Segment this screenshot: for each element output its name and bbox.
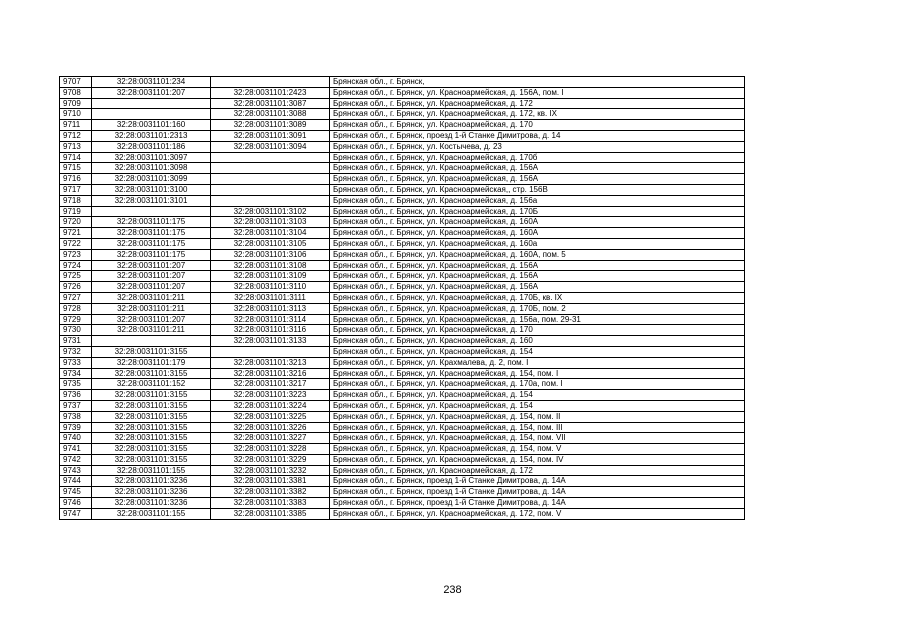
cadastral-number-cell <box>92 109 211 120</box>
object-cadastral-number-cell: 32:28:0031101:3088 <box>211 109 330 120</box>
address-cell: Брянская обл., г. Брянск, ул. Красноармейская, д. 156А <box>330 163 745 174</box>
table-row <box>60 336 745 347</box>
address-cell: Брянская обл., г. Брянск, ул. Красноармейская, д. 154, пом. III <box>330 422 745 433</box>
address-cell: Брянская обл., г. Брянск, проезд 1-й Станке Димитрова, д. 14 <box>330 130 745 141</box>
object-cadastral-number-cell: 32:28:0031101:3091 <box>211 130 330 141</box>
table-row <box>60 390 745 401</box>
row-number-cell: 9733 <box>60 357 92 368</box>
table-row <box>60 508 745 519</box>
address-cell: Брянская обл., г. Брянск, проезд 1-й Станке Димитрова, д. 14А <box>330 487 745 498</box>
table-row <box>60 87 745 98</box>
object-cadastral-number-cell: 32:28:0031101:3089 <box>211 120 330 131</box>
table-row <box>60 346 745 357</box>
object-cadastral-number-cell: 32:28:0031101:3108 <box>211 260 330 271</box>
row-number-cell: 9723 <box>60 249 92 260</box>
cadastral-number-cell: 32:28:0031101:211 <box>92 292 211 303</box>
address-cell: Брянская обл., г. Брянск, ул. Красноармейская, д. 160 <box>330 336 745 347</box>
cadastral-number-cell: 32:28:0031101:3236 <box>92 476 211 487</box>
object-cadastral-number-cell <box>211 163 330 174</box>
table-row <box>60 228 745 239</box>
row-number-cell: 9715 <box>60 163 92 174</box>
address-cell: Брянская обл., г. Брянск, ул. Красноармейская, д. 154, пом. IV <box>330 454 745 465</box>
address-cell: Брянская обл., г. Брянск, ул. Красноармейская, д. 172 <box>330 465 745 476</box>
object-cadastral-number-cell: 32:28:0031101:3227 <box>211 433 330 444</box>
table-row <box>60 433 745 444</box>
cadastral-number-cell: 32:28:0031101:3098 <box>92 163 211 174</box>
address-cell: Брянская обл., г. Брянск, ул. Красноармейская, д. 156А <box>330 260 745 271</box>
object-cadastral-number-cell: 32:28:0031101:3087 <box>211 98 330 109</box>
cadastral-number-cell: 32:28:0031101:207 <box>92 260 211 271</box>
object-cadastral-number-cell: 32:28:0031101:3094 <box>211 141 330 152</box>
object-cadastral-number-cell: 32:28:0031101:3104 <box>211 228 330 239</box>
cadastral-number-cell <box>92 336 211 347</box>
object-cadastral-number-cell <box>211 174 330 185</box>
cadastral-number-cell: 32:28:0031101:207 <box>92 282 211 293</box>
address-cell: Брянская обл., г. Брянск, ул. Красноармейская, д. 156а <box>330 195 745 206</box>
page-number: 238 <box>443 584 462 596</box>
address-cell: Брянская обл., г. Брянск, ул. Красноармейская, д. 156А <box>330 174 745 185</box>
cadastral-number-cell: 32:28:0031101:3155 <box>92 444 211 455</box>
object-cadastral-number-cell: 32:28:0031101:3381 <box>211 476 330 487</box>
cadastral-number-cell: 32:28:0031101:3155 <box>92 411 211 422</box>
object-cadastral-number-cell: 32:28:0031101:2423 <box>211 87 330 98</box>
address-cell: Брянская обл., г. Брянск, ул. Красноармейская, д. 170 <box>330 325 745 336</box>
object-cadastral-number-cell: 32:28:0031101:3223 <box>211 390 330 401</box>
address-cell: Брянская обл., г. Брянск, ул. Красноармейская, д. 170Б <box>330 206 745 217</box>
table-row <box>60 303 745 314</box>
cadastral-number-cell: 32:28:0031101:3155 <box>92 454 211 465</box>
address-cell: Брянская обл., г. Брянск, ул. Красноармейская, д. 154 <box>330 346 745 357</box>
row-number-cell: 9742 <box>60 454 92 465</box>
address-cell: Брянская обл., г. Брянск, ул. Красноармейская, д. 172 <box>330 98 745 109</box>
row-number-cell: 9727 <box>60 292 92 303</box>
table-row <box>60 444 745 455</box>
cadastral-number-cell: 32:28:0031101:3101 <box>92 195 211 206</box>
object-cadastral-number-cell: 32:28:0031101:3216 <box>211 368 330 379</box>
cadastral-number-cell: 32:28:0031101:160 <box>92 120 211 131</box>
address-cell: Брянская обл., г. Брянск, ул. Красноармейская, д. 172, кв. IX <box>330 109 745 120</box>
address-cell: Брянская обл., г. Брянск, ул. Красноармейская, д. 170Б, пом. 2 <box>330 303 745 314</box>
table-row <box>60 77 745 88</box>
object-cadastral-number-cell: 32:28:0031101:3383 <box>211 498 330 509</box>
table-row <box>60 163 745 174</box>
registry-table-body <box>60 77 745 520</box>
row-number-cell: 9710 <box>60 109 92 120</box>
address-cell: Брянская обл., г. Брянск, ул. Крахмалева, д. 2, пом. I <box>330 357 745 368</box>
table-row <box>60 260 745 271</box>
row-number-cell: 9745 <box>60 487 92 498</box>
table-row <box>60 271 745 282</box>
table-row <box>60 109 745 120</box>
row-number-cell: 9725 <box>60 271 92 282</box>
row-number-cell: 9743 <box>60 465 92 476</box>
row-number-cell: 9739 <box>60 422 92 433</box>
table-row <box>60 130 745 141</box>
table-row <box>60 238 745 249</box>
cadastral-number-cell: 32:28:0031101:3099 <box>92 174 211 185</box>
object-cadastral-number-cell: 32:28:0031101:3226 <box>211 422 330 433</box>
table-row <box>60 498 745 509</box>
address-cell: Брянская обл., г. Брянск, ул. Красноармейская, д. 154, пом. I <box>330 368 745 379</box>
table-row <box>60 217 745 228</box>
object-cadastral-number-cell: 32:28:0031101:3385 <box>211 508 330 519</box>
row-number-cell: 9720 <box>60 217 92 228</box>
table-row <box>60 282 745 293</box>
object-cadastral-number-cell: 32:28:0031101:3113 <box>211 303 330 314</box>
row-number-cell: 9713 <box>60 141 92 152</box>
row-number-cell: 9728 <box>60 303 92 314</box>
row-number-cell: 9721 <box>60 228 92 239</box>
row-number-cell: 9734 <box>60 368 92 379</box>
address-cell: Брянская обл., г. Брянск, ул. Костычева, д. 23 <box>330 141 745 152</box>
address-cell: Брянская обл., г. Брянск, ул. Красноармейская,, стр. 156В <box>330 184 745 195</box>
address-cell: Брянская обл., г. Брянск, ул. Красноармейская, д. 160А, пом. 5 <box>330 249 745 260</box>
object-cadastral-number-cell: 32:28:0031101:3114 <box>211 314 330 325</box>
row-number-cell: 9722 <box>60 238 92 249</box>
row-number-cell: 9730 <box>60 325 92 336</box>
table-row <box>60 120 745 131</box>
address-cell: Брянская обл., г. Брянск, проезд 1-й Станке Димитрова, д. 14А <box>330 476 745 487</box>
address-cell: Брянская обл., г. Брянск, ул. Красноармейская, д. 154, пом. VII <box>330 433 745 444</box>
address-cell: Брянская обл., г. Брянск, ул. Красноармейская, д. 156А <box>330 271 745 282</box>
row-number-cell: 9746 <box>60 498 92 509</box>
address-cell: Брянская обл., г. Брянск, ул. Красноармейская, д. 154 <box>330 390 745 401</box>
cadastral-number-cell <box>92 206 211 217</box>
address-cell: Брянская обл., г. Брянск, ул. Красноармейская, д. 170а, пом. I <box>330 379 745 390</box>
table-row <box>60 195 745 206</box>
table-row <box>60 152 745 163</box>
address-cell: Брянская обл., г. Брянск, ул. Красноармейская, д. 160А <box>330 217 745 228</box>
cadastral-number-cell: 32:28:0031101:175 <box>92 228 211 239</box>
row-number-cell: 9735 <box>60 379 92 390</box>
object-cadastral-number-cell: 32:28:0031101:3105 <box>211 238 330 249</box>
row-number-cell: 9731 <box>60 336 92 347</box>
cadastral-number-cell: 32:28:0031101:207 <box>92 271 211 282</box>
object-cadastral-number-cell: 32:28:0031101:3217 <box>211 379 330 390</box>
object-cadastral-number-cell: 32:28:0031101:3109 <box>211 271 330 282</box>
table-row <box>60 422 745 433</box>
registry-table-container <box>59 76 745 520</box>
cadastral-number-cell: 32:28:0031101:234 <box>92 77 211 88</box>
table-row <box>60 292 745 303</box>
table-row <box>60 325 745 336</box>
table-row <box>60 174 745 185</box>
table-row <box>60 314 745 325</box>
row-number-cell: 9726 <box>60 282 92 293</box>
row-number-cell: 9708 <box>60 87 92 98</box>
table-row <box>60 184 745 195</box>
object-cadastral-number-cell: 32:28:0031101:3102 <box>211 206 330 217</box>
object-cadastral-number-cell: 32:28:0031101:3213 <box>211 357 330 368</box>
row-number-cell: 9714 <box>60 152 92 163</box>
row-number-cell: 9719 <box>60 206 92 217</box>
address-cell: Брянская обл., г. Брянск, ул. Красноармейская, д. 170б <box>330 152 745 163</box>
object-cadastral-number-cell: 32:28:0031101:3116 <box>211 325 330 336</box>
address-cell: Брянская обл., г. Брянск, проезд 1-й Станке Димитрова, д. 14А <box>330 498 745 509</box>
cadastral-number-cell: 32:28:0031101:186 <box>92 141 211 152</box>
row-number-cell: 9738 <box>60 411 92 422</box>
table-row <box>60 476 745 487</box>
object-cadastral-number-cell <box>211 77 330 88</box>
object-cadastral-number-cell <box>211 195 330 206</box>
row-number-cell: 9718 <box>60 195 92 206</box>
cadastral-number-cell: 32:28:0031101:211 <box>92 325 211 336</box>
row-number-cell: 9744 <box>60 476 92 487</box>
table-row <box>60 249 745 260</box>
address-cell: Брянская обл., г. Брянск, ул. Красноармейская, д. 156А, пом. I <box>330 87 745 98</box>
row-number-cell: 9717 <box>60 184 92 195</box>
object-cadastral-number-cell: 32:28:0031101:3229 <box>211 454 330 465</box>
address-cell: Брянская обл., г. Брянск, ул. Красноармейская, д. 156а, пом. 29-31 <box>330 314 745 325</box>
address-cell: Брянская обл., г. Брянск, ул. Красноармейская, д. 154, пом. V <box>330 444 745 455</box>
address-cell: Брянская обл., г. Брянск, ул. Красноармейская, д. 156А <box>330 282 745 293</box>
cadastral-number-cell: 32:28:0031101:3155 <box>92 368 211 379</box>
object-cadastral-number-cell: 32:28:0031101:3225 <box>211 411 330 422</box>
object-cadastral-number-cell <box>211 346 330 357</box>
object-cadastral-number-cell: 32:28:0031101:3133 <box>211 336 330 347</box>
row-number-cell: 9707 <box>60 77 92 88</box>
object-cadastral-number-cell: 32:28:0031101:3111 <box>211 292 330 303</box>
row-number-cell: 9741 <box>60 444 92 455</box>
cadastral-number-cell: 32:28:0031101:211 <box>92 303 211 314</box>
cadastral-number-cell: 32:28:0031101:175 <box>92 238 211 249</box>
cadastral-number-cell: 32:28:0031101:175 <box>92 217 211 228</box>
cadastral-number-cell: 32:28:0031101:3155 <box>92 390 211 401</box>
cadastral-number-cell: 32:28:0031101:155 <box>92 508 211 519</box>
table-row <box>60 454 745 465</box>
address-cell: Брянская обл., г. Брянск, ул. Красноармейская, д. 170Б, кв. IX <box>330 292 745 303</box>
address-cell: Брянская обл., г. Брянск, ул. Красноармейская, д. 170 <box>330 120 745 131</box>
object-cadastral-number-cell: 32:28:0031101:3382 <box>211 487 330 498</box>
cadastral-number-cell: 32:28:0031101:3155 <box>92 433 211 444</box>
object-cadastral-number-cell: 32:28:0031101:3224 <box>211 400 330 411</box>
object-cadastral-number-cell: 32:28:0031101:3103 <box>211 217 330 228</box>
address-cell: Брянская обл., г. Брянск, ул. Красноармейская, д. 160А <box>330 228 745 239</box>
row-number-cell: 9709 <box>60 98 92 109</box>
table-row <box>60 98 745 109</box>
row-number-cell: 9729 <box>60 314 92 325</box>
row-number-cell: 9732 <box>60 346 92 357</box>
address-cell: Брянская обл., г. Брянск, ул. Красноармейская, д. 154, пом. II <box>330 411 745 422</box>
cadastral-number-cell: 32:28:0031101:207 <box>92 87 211 98</box>
address-cell: Брянская обл., г. Брянск, ул. Красноармейская, д. 154 <box>330 400 745 411</box>
object-cadastral-number-cell <box>211 152 330 163</box>
address-cell: Брянская обл., г. Брянск, <box>330 77 745 88</box>
table-row <box>60 368 745 379</box>
object-cadastral-number-cell: 32:28:0031101:3110 <box>211 282 330 293</box>
cadastral-number-cell: 32:28:0031101:179 <box>92 357 211 368</box>
table-row <box>60 400 745 411</box>
cadastral-number-cell: 32:28:0031101:155 <box>92 465 211 476</box>
table-row <box>60 206 745 217</box>
row-number-cell: 9737 <box>60 400 92 411</box>
registry-table <box>59 76 745 520</box>
object-cadastral-number-cell: 32:28:0031101:3228 <box>211 444 330 455</box>
row-number-cell: 9736 <box>60 390 92 401</box>
cadastral-number-cell: 32:28:0031101:2313 <box>92 130 211 141</box>
cadastral-number-cell: 32:28:0031101:3155 <box>92 346 211 357</box>
object-cadastral-number-cell: 32:28:0031101:3106 <box>211 249 330 260</box>
cadastral-number-cell <box>92 98 211 109</box>
table-row <box>60 465 745 476</box>
table-row <box>60 357 745 368</box>
object-cadastral-number-cell: 32:28:0031101:3232 <box>211 465 330 476</box>
cadastral-number-cell: 32:28:0031101:207 <box>92 314 211 325</box>
row-number-cell: 9747 <box>60 508 92 519</box>
address-cell: Брянская обл., г. Брянск, ул. Красноармейская, д. 172, пом. V <box>330 508 745 519</box>
cadastral-number-cell: 32:28:0031101:3097 <box>92 152 211 163</box>
row-number-cell: 9712 <box>60 130 92 141</box>
table-row <box>60 379 745 390</box>
table-row <box>60 411 745 422</box>
cadastral-number-cell: 32:28:0031101:3155 <box>92 422 211 433</box>
row-number-cell: 9711 <box>60 120 92 131</box>
row-number-cell: 9716 <box>60 174 92 185</box>
cadastral-number-cell: 32:28:0031101:3236 <box>92 498 211 509</box>
table-row <box>60 141 745 152</box>
cadastral-number-cell: 32:28:0031101:175 <box>92 249 211 260</box>
cadastral-number-cell: 32:28:0031101:152 <box>92 379 211 390</box>
row-number-cell: 9724 <box>60 260 92 271</box>
address-cell: Брянская обл., г. Брянск, ул. Красноармейская, д. 160а <box>330 238 745 249</box>
row-number-cell: 9740 <box>60 433 92 444</box>
table-row <box>60 487 745 498</box>
cadastral-number-cell: 32:28:0031101:3236 <box>92 487 211 498</box>
object-cadastral-number-cell <box>211 184 330 195</box>
cadastral-number-cell: 32:28:0031101:3100 <box>92 184 211 195</box>
cadastral-number-cell: 32:28:0031101:3155 <box>92 400 211 411</box>
